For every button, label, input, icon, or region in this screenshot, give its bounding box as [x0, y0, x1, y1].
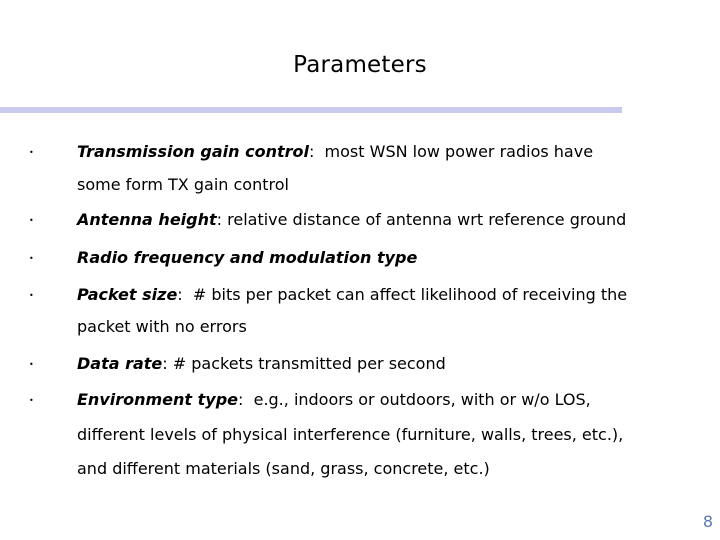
bullet-item-radio-frequency [77, 248, 417, 267]
bullet-icon: • [29, 254, 34, 263]
continuation-line: and different materials (sand, grass, concrete, etc.) [77, 459, 490, 478]
bullet-item-environment-type: Environment type: e.g., indoors or outdoors, with or w/o LOS, [77, 390, 591, 409]
description: relative distance of antenna wrt reference ground [222, 210, 627, 229]
term: Environment type [77, 390, 239, 409]
bullet-item-transmission-gain: Transmission gain control: most WSN low power radios have [77, 142, 594, 161]
continuation-line: some form TX gain control [77, 175, 289, 194]
term: Transmission gain control [77, 142, 309, 161]
term: Packet size [77, 285, 178, 304]
page-number: 8 [702, 512, 713, 531]
bullet-icon: • [29, 360, 34, 369]
bullet-icon: • [29, 291, 34, 300]
bullet-icon: • [29, 216, 34, 225]
bullet-item-packet-size: Packet size: # bits per packet can affect likelihood of receiving the [77, 285, 628, 304]
description: most WSN low power radios have [314, 142, 594, 161]
slide-title: Parameters [293, 52, 427, 78]
title-underline-bar [0, 107, 622, 113]
bullet-item-data-rate: Data rate: # packets transmitted per second [77, 354, 446, 373]
continuation-line: packet with no errors [77, 317, 247, 336]
bullet-icon: • [29, 148, 34, 157]
description: e.g., indoors or outdoors, with or w/o LOS, [243, 390, 591, 409]
bullet-item-antenna-height: Antenna height: relative distance of antenna wrt reference ground [77, 210, 627, 229]
description: # packets transmitted per second [167, 354, 446, 373]
term: Data rate [77, 354, 163, 373]
term: Antenna height [77, 210, 217, 229]
bullet-icon: • [29, 396, 34, 405]
continuation-line: different levels of physical interference (furniture, walls, trees, etc.), [77, 425, 624, 444]
description: # bits per packet can affect likelihood of receiving the [182, 285, 628, 304]
term: Radio frequency and modulation type [77, 248, 418, 267]
